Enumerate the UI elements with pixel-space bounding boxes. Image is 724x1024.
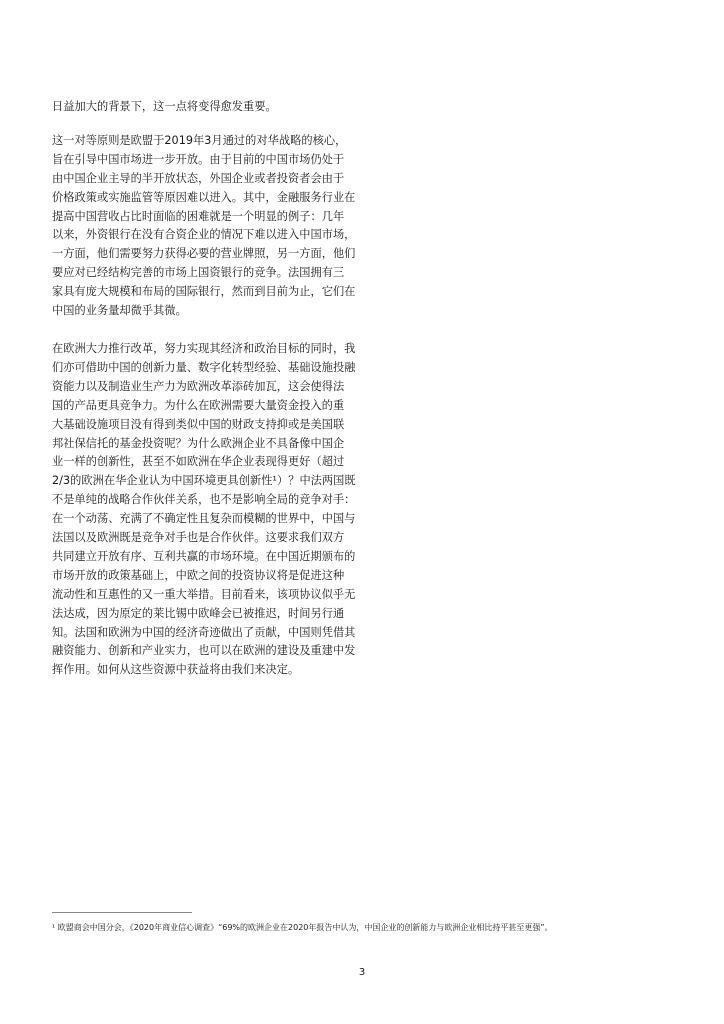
text-line: 旨在引导中国市场进一步开放。由于目前的中国市场仍处于 [52, 152, 345, 166]
text-line: 2/3的欧洲在华企业认为中国环境更具创新性¹）？中法两国既 [52, 474, 356, 488]
text-line: 流动性和互惠性的又一重大举措。目前看来，该项协议似乎无 [52, 587, 356, 601]
footnote: ¹ 欧盟商会中国分会，《2020年商业信心调查》“69%的欧洲企业在2020年报告中认为，中国企业的创新能力与欧洲企业相比持平甚至更强”。 [52, 923, 553, 932]
text-line: 在一个动荡、充满了不确定性且复杂而模糊的世界中，中国与 [52, 512, 356, 526]
text-line: 要应对已经结构完善的市场上国资银行的竞争。法国拥有三 [52, 266, 345, 280]
text-line: 家具有庞大规模和布局的国际银行，然而到目前为止，它们在 [52, 285, 356, 299]
text-line: 挥作用。如何从这些资源中获益将由我们来决定。 [52, 663, 300, 677]
text-line: 业一样的创新性，甚至不如欧洲在华企业表现得更好（超过 [52, 455, 345, 469]
text-line: 在欧洲大力推行改革，努力实现其经济和政治目标的同时，我 [52, 341, 356, 355]
text-line: 国的产品更具竞争力。为什么在欧洲需要大量资金投入的重 [52, 398, 345, 412]
main-text-column [52, 98, 362, 680]
text-line: 中国的业务量却微乎其微。 [52, 304, 187, 318]
text-line: 大基础设施项目没有得到类似中国的财政支持抑或是美国联 [52, 417, 345, 431]
text-line: 日益加大的背景下，这一点将变得愈发重要。 [52, 100, 277, 113]
text-line: 法达成，因为原定的莱比锡中欧峰会已被推迟，时间另行通 [52, 606, 345, 620]
text-line: 邦社保信托的基金投资呢？为什么欧洲企业不具备像中国企 [52, 436, 345, 450]
text-line: 们亦可借助中国的创新力量、数字化转型经验、基础设施投融 [52, 360, 356, 374]
paragraph-reciprocity-principle [52, 132, 362, 321]
text-line: 知。法国和欧洲为中国的经济奇迹做出了贡献，中国则凭借其 [52, 625, 356, 639]
text-line: 一方面，他们需要努力获得必要的营业牌照，另一方面，他们 [52, 247, 356, 261]
text-line: 共同建立开放有序、互利共赢的市场环境。在中国近期颁布的 [52, 549, 356, 563]
footnote-divider [52, 912, 192, 913]
text-line: 这一对等原则是欧盟于2019年3月通过的对华战略的核心， [52, 133, 347, 147]
text-line: 资能力以及制造业生产力为欧洲改革添砖加瓦，这会使得法 [52, 379, 345, 393]
text-line: 提高中国营收占比时面临的困难就是一个明显的例子：几年 [52, 209, 345, 223]
text-line: 以来，外资银行在没有合资企业的情况下难以进入中国市场， [52, 228, 356, 242]
text-line: 融资能力、创新和产业实力，也可以在欧洲的建设及重建中发 [52, 644, 356, 658]
paragraph-reform-cooperation [52, 340, 362, 680]
text-line: 市场开放的政策基础上，中欧之间的投资协议将是促进这种 [52, 568, 345, 582]
page-number: 3 [358, 967, 366, 978]
text-line: 价格政策或实施监管等原因难以进入。其中，金融服务行业在 [52, 190, 356, 204]
text-line: 不是单纯的战略合作伙伴关系，也不是影响全局的竞争对手： [52, 493, 356, 507]
paragraph-intro-continuation [52, 98, 362, 117]
text-line: 由中国企业主导的半开放状态，外国企业或者投资者会由于 [52, 171, 345, 185]
text-line: 法国以及欧洲既是竞争对手也是合作伙伴。这要求我们双方 [52, 531, 345, 545]
